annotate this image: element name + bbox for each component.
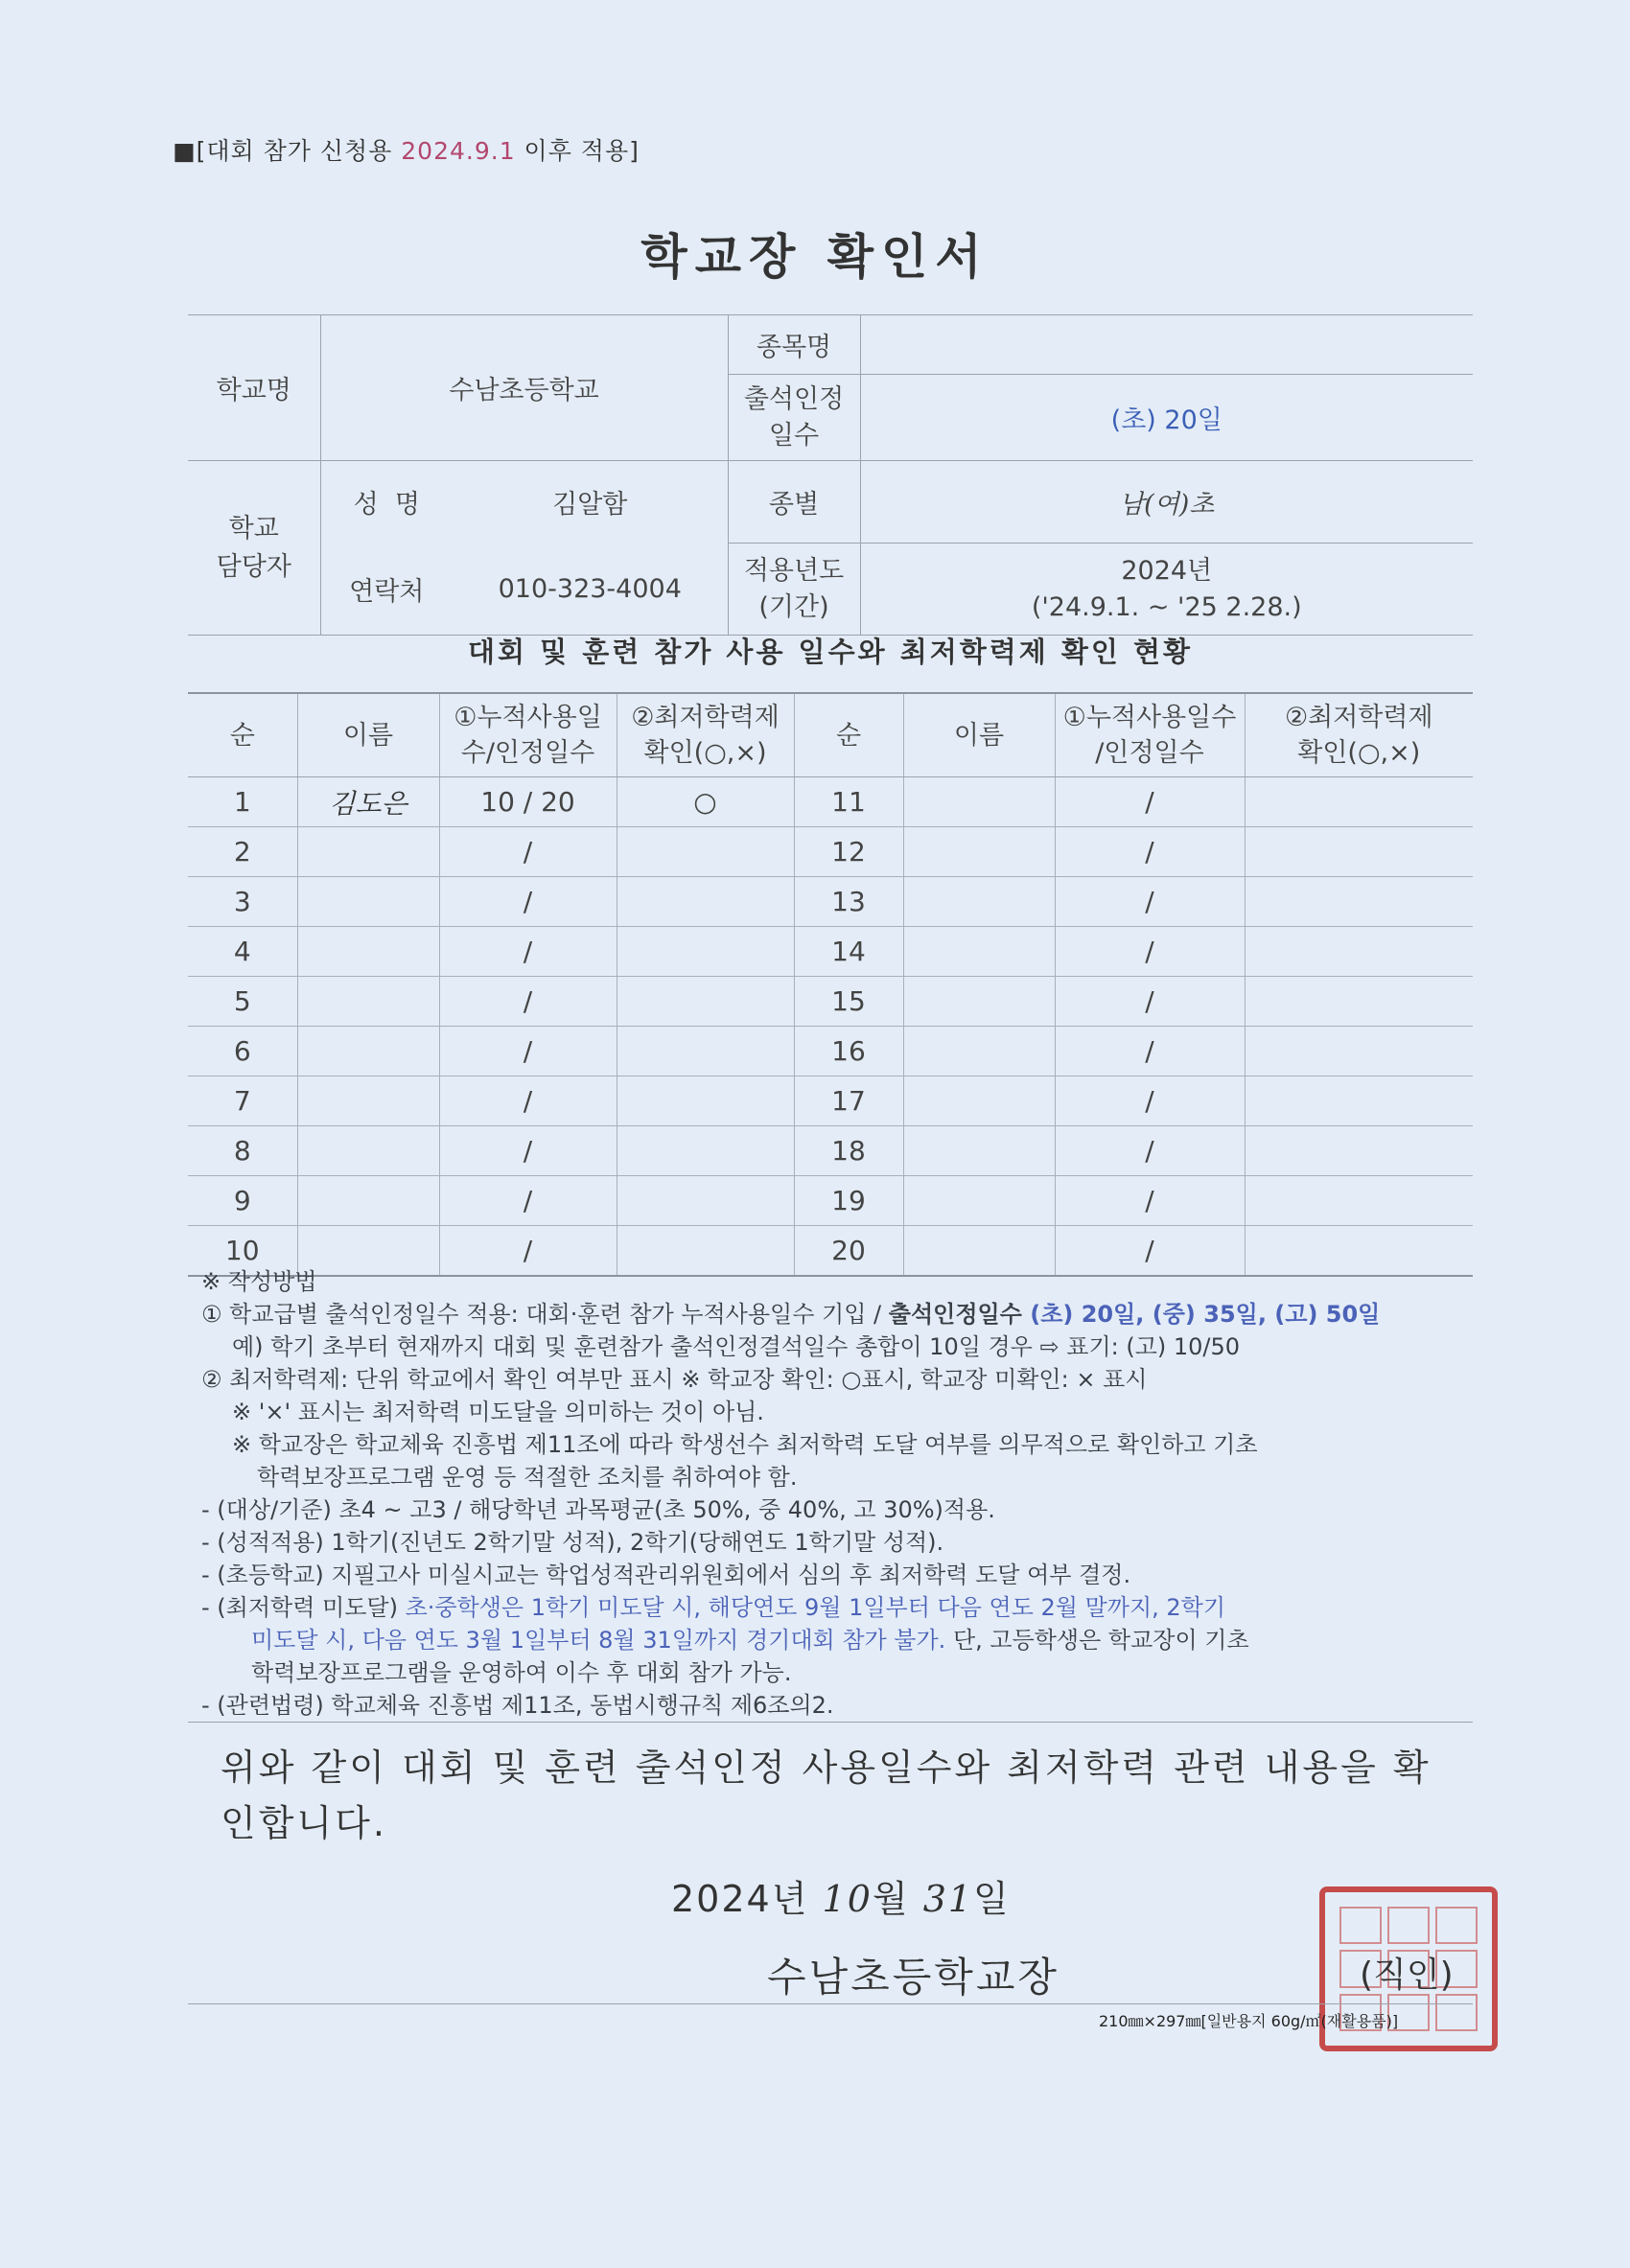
signature-date: 2024년 10월 31일: [671, 1878, 1011, 1920]
days-used: /: [439, 827, 617, 877]
col-check-right: ②최저학력제 확인(○,×): [1245, 693, 1473, 777]
row-number: 3: [188, 877, 297, 927]
achievement-check: [617, 1126, 794, 1176]
table-row: [188, 777, 1473, 827]
achievement-check: [1245, 1027, 1473, 1076]
divider: [188, 2003, 1473, 2004]
sport-value: [860, 315, 1473, 375]
student-name: [297, 927, 439, 977]
table-row: [188, 877, 1473, 927]
note-line: - (성적적용) 1학기(진년도 2학기말 성적), 2학기(당해연도 1학기말 성적).: [201, 1529, 944, 1556]
note-line: 학력보장프로그램을 운영하여 이수 후 대회 참가 가능.: [251, 1659, 792, 1686]
row-number: 20: [794, 1226, 903, 1277]
period-range: ('24.9.1. ~ '25 2.28.): [1031, 591, 1302, 622]
period-label: 적용년도 (기간): [728, 544, 860, 636]
table-row: [188, 1076, 1473, 1126]
col-days-left: ①누적사용일 수/인정일수: [439, 693, 617, 777]
days-used: /: [1055, 827, 1245, 877]
table-row: [188, 927, 1473, 977]
achievement-check: [1245, 1076, 1473, 1126]
school-value: 수남초등학교: [320, 315, 728, 461]
table-row: [188, 977, 1473, 1027]
days-used: /: [439, 927, 617, 977]
days-used: 10 / 20: [439, 777, 617, 827]
attendance-value: (초) 20일: [860, 375, 1473, 461]
row-number: 11: [794, 777, 903, 827]
divider: [188, 1722, 1473, 1723]
row-number: 18: [794, 1126, 903, 1176]
staff-label: 학교 담당자: [188, 461, 320, 636]
days-used: /: [1055, 1176, 1245, 1226]
sport-label: 종목명: [728, 315, 860, 375]
achievement-check: [1245, 977, 1473, 1027]
days-used: /: [439, 877, 617, 927]
days-used: /: [439, 977, 617, 1027]
achievement-check: [617, 977, 794, 1027]
notes-heading: ※ 작성방법: [201, 1268, 317, 1295]
achievement-check: [1245, 1126, 1473, 1176]
achievement-check: [1245, 877, 1473, 927]
period-year: 2024년: [1121, 555, 1213, 586]
student-name: [297, 1076, 439, 1126]
student-name: [903, 827, 1055, 877]
achievement-check: [1245, 927, 1473, 977]
table-row: [188, 1027, 1473, 1076]
period-value: [860, 544, 1473, 636]
seal-label: (직인): [1360, 1956, 1454, 1995]
note-line: 미도달 시, 다음 연도 3월 1일부터 8월 31일까지 경기대회 참가 불가. 단, 고등학생은 학교장이 기초: [251, 1627, 1249, 1654]
row-number: 4: [188, 927, 297, 977]
days-used: /: [439, 1126, 617, 1176]
days-used: /: [439, 1076, 617, 1126]
student-name: [297, 827, 439, 877]
roster-header-row: [188, 693, 1473, 777]
date-month: 10: [822, 1878, 873, 1920]
contact-label: 연락처: [320, 544, 453, 636]
note-line: ② 최저학력제: 단위 학교에서 확인 여부만 표시 ※ 학교장 확인: ○표시, 학교장 미확인: × 표시: [201, 1366, 1148, 1393]
achievement-check: [617, 1076, 794, 1126]
table-row: [188, 1126, 1473, 1176]
note-line: ※ 학교장은 학교체육 진흥법 제11조에 따라 학생선수 최저학력 도달 여부를 의무적으로 확인하고 기초: [232, 1431, 1258, 1458]
row-number: 9: [188, 1176, 297, 1226]
student-name: [297, 1027, 439, 1076]
col-check-left: ②최저학력제 확인(○,×): [617, 693, 794, 777]
row-number: 12: [794, 827, 903, 877]
days-used: /: [1055, 927, 1245, 977]
student-name: [903, 1176, 1055, 1226]
days-used: /: [439, 1176, 617, 1226]
confirmation-text: 위와 같이 대회 및 훈련 출석인정 사용일수와 최저학력 관련 내용을 확인합니다.: [221, 1747, 1432, 1844]
col-no-right: 순: [794, 693, 903, 777]
gender-value: 남(여)초: [860, 461, 1473, 544]
achievement-check: [617, 827, 794, 877]
achievement-check: [617, 927, 794, 977]
row-number: 7: [188, 1076, 297, 1126]
roster-body: [188, 777, 1473, 1277]
note-line: - (초등학교) 지필고사 미실시교는 학업성적관리위원회에서 심의 후 최저학력 도달 여부 결정.: [201, 1562, 1131, 1588]
days-used: /: [1055, 977, 1245, 1027]
note-line: 학력보장프로그램 운영 등 적절한 조치를 취하여야 함.: [257, 1464, 798, 1491]
attendance-label: 출석인정 일수: [728, 375, 860, 461]
table-row: [188, 1176, 1473, 1226]
days-used: /: [439, 1226, 617, 1277]
col-no-left: 순: [188, 693, 297, 777]
days-used: /: [1055, 1226, 1245, 1277]
achievement-check: [1245, 827, 1473, 877]
achievement-check: [1245, 1176, 1473, 1226]
row-number: 10: [188, 1226, 297, 1277]
gender-label: 종별: [728, 461, 860, 544]
note-line: 예) 학기 초부터 현재까지 대회 및 훈련참가 출석인정결석일수 총합이 10일 경우 ⇨ 표기: (고) 10/50: [232, 1333, 1241, 1360]
form-tag-date: 2024.9.1: [401, 137, 516, 165]
row-number: 8: [188, 1126, 297, 1176]
student-name: [297, 977, 439, 1027]
student-name: [903, 877, 1055, 927]
row-number: 16: [794, 1027, 903, 1076]
row-number: 14: [794, 927, 903, 977]
table-row: [188, 827, 1473, 877]
school-label: 학교명: [188, 315, 320, 461]
name-label: 성 명: [320, 461, 453, 544]
row-number: 17: [794, 1076, 903, 1126]
col-name-right: 이름: [903, 693, 1055, 777]
instructions: [201, 1265, 1477, 1722]
form-tag: ■[대회 참가 신청용 2024.9.1 이후 적용]: [173, 137, 640, 165]
student-name: [903, 1076, 1055, 1126]
student-name: [903, 927, 1055, 977]
page-title: 학교장 확인서: [640, 229, 990, 285]
achievement-check: ○: [617, 777, 794, 827]
date-day: 31: [922, 1878, 974, 1920]
paper-spec: 210㎜×297㎜[일반용지 60g/㎡(재활용품)]: [1099, 2012, 1399, 2030]
student-name: [903, 977, 1055, 1027]
name-value: 김알함: [453, 461, 728, 544]
achievement-check: [617, 1176, 794, 1226]
note-line: - (관련법령) 학교체육 진흥법 제11조, 동법시행규칙 제6조의2.: [201, 1692, 834, 1719]
days-used: /: [1055, 877, 1245, 927]
row-number: 6: [188, 1027, 297, 1076]
info-table: [188, 314, 1473, 636]
student-name: [297, 1126, 439, 1176]
student-name: [903, 777, 1055, 827]
row-number: 19: [794, 1176, 903, 1226]
note-line: - (대상/기준) 초4 ~ 고3 / 해당학년 과목평균(초 50%, 중 40%, 고 30%)적용.: [201, 1496, 995, 1523]
achievement-check: [617, 1027, 794, 1076]
row-number: 2: [188, 827, 297, 877]
student-name: [297, 1176, 439, 1226]
note-line: - (최저학력 미도달) 초·중학생은 1학기 미도달 시, 해당연도 9월 1일부터 다음 연도 2월 말까지, 2학기: [201, 1594, 1226, 1621]
note-line: ① 학교급별 출석인정일수 적용: 대회·훈련 참가 누적사용일수 기입 / 출석인정일수 (초) 20일, (중) 35일, (고) 50일: [201, 1301, 1381, 1328]
row-number: 5: [188, 977, 297, 1027]
student-name: 김도은: [297, 777, 439, 827]
col-name-left: 이름: [297, 693, 439, 777]
days-used: /: [1055, 1126, 1245, 1176]
row-number: 1: [188, 777, 297, 827]
note-line: ※ '×' 표시는 최저학력 미도달을 의미하는 것이 아님.: [232, 1399, 764, 1425]
student-name: [903, 1027, 1055, 1076]
achievement-check: [1245, 777, 1473, 827]
days-used: /: [1055, 1027, 1245, 1076]
achievement-check: [617, 877, 794, 927]
roster-section-title: 대회 및 훈련 참가 사용 일수와 최저학력제 확인 현황: [467, 636, 1194, 668]
student-name: [903, 1126, 1055, 1176]
days-used: /: [1055, 1076, 1245, 1126]
days-used: /: [439, 1027, 617, 1076]
days-used: /: [1055, 777, 1245, 827]
student-name: [297, 877, 439, 927]
col-days-right: ①누적사용일수 /인정일수: [1055, 693, 1245, 777]
roster-table: [188, 692, 1473, 1277]
principal-name: 수남초등학교장: [767, 1954, 1060, 2001]
contact-value: 010-323-4004: [453, 544, 728, 636]
row-number: 15: [794, 977, 903, 1027]
row-number: 13: [794, 877, 903, 927]
